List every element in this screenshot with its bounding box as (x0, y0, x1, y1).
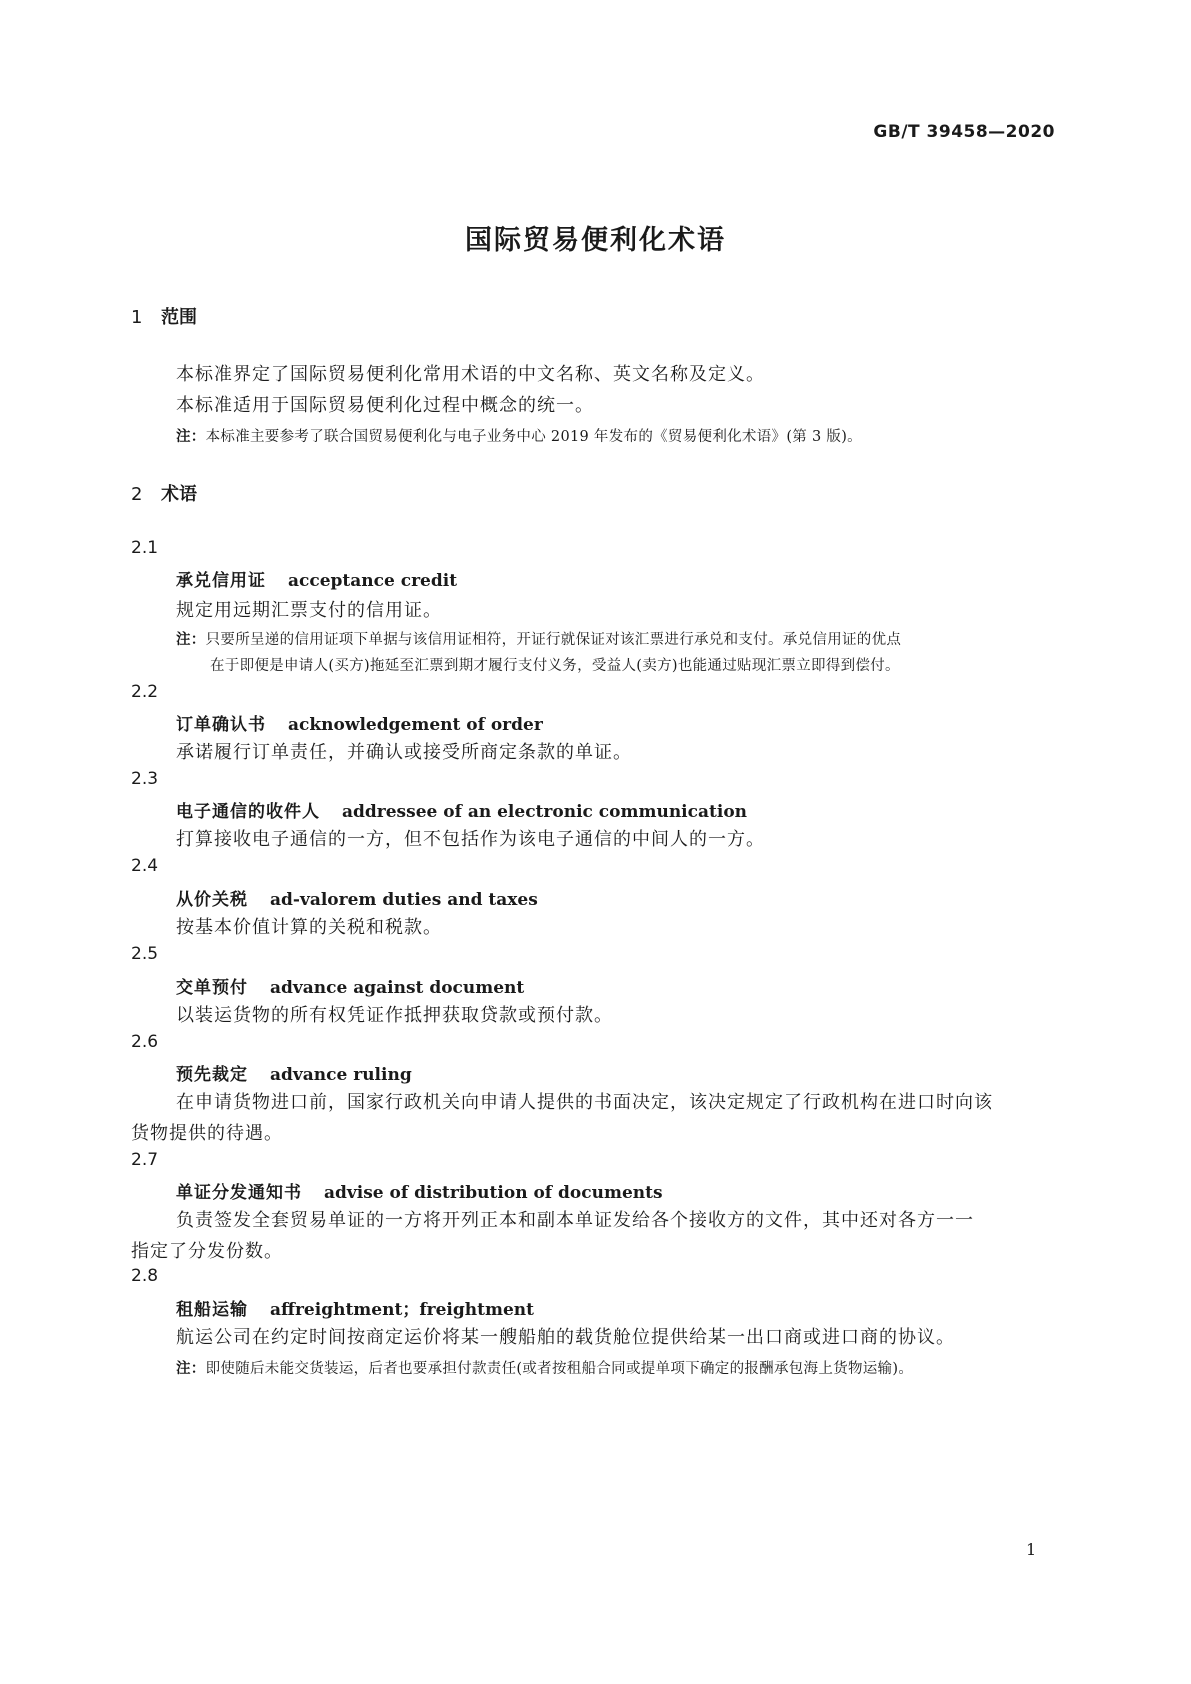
term-name (176, 885, 538, 910)
term-en: ad-valorem duties and taxes (270, 890, 538, 910)
term-zh: 从价关税 (176, 890, 248, 910)
term-zh: 租船运输 (176, 1300, 248, 1320)
term-number: 2.6 (131, 1032, 159, 1052)
term-definition: 在申请货物进口前，国家行政机关向申请人提供的书面决定，该决定规定了行政机构在进口时向该 (176, 1092, 993, 1113)
term-number: 2.4 (131, 856, 159, 876)
term-definition-continuation: 指定了分发份数。 (131, 1241, 283, 1262)
scope-paragraph: 本标准界定了国际贸易便利化常用术语的中文名称、英文名称及定义。 (176, 364, 765, 385)
note-label: 注： (176, 632, 206, 648)
term-definition: 负责签发全套贸易单证的一方将开列正本和副本单证发给各个接收方的文件，其中还对各方一一 (176, 1210, 974, 1231)
scope-paragraph: 本标准适用于国际贸易便利化过程中概念的统一。 (176, 395, 594, 416)
term-number: 2.7 (131, 1150, 159, 1170)
note-label: 注： (176, 429, 206, 445)
term-number: 2.8 (131, 1266, 159, 1286)
term-definition: 以装运货物的所有权凭证作抵押获取贷款或预付款。 (176, 1005, 613, 1026)
standard-code: GB/T 39458—2020 (873, 122, 1055, 142)
term-zh: 交单预付 (176, 978, 248, 998)
term-en: advise of distribution of documents (324, 1183, 663, 1203)
term-en: affreightment；freightment (270, 1300, 534, 1320)
term-name (176, 1295, 534, 1320)
term-definition: 航运公司在约定时间按商定运价将某一艘船舶的载货舱位提供给某一出口商或进口商的协议。 (176, 1327, 955, 1348)
term-name (176, 1060, 412, 1085)
note-text: 只要所呈递的信用证项下单据与该信用证相符，开证行就保证对该汇票进行承兑和支付。承兑信用证的优点 (205, 632, 902, 648)
term-note (176, 1357, 913, 1378)
section-number: 2 (131, 484, 143, 505)
term-number: 2.5 (131, 944, 159, 964)
term-zh: 订单确认书 (176, 715, 266, 735)
scope-note (176, 425, 862, 446)
note-text: 本标准主要参考了联合国贸易便利化与电子业务中心 2019 年发布的《贸易便利化术语》(第 3 版)。 (205, 429, 862, 445)
term-name (176, 566, 457, 591)
term-name (176, 710, 543, 735)
term-name (176, 1178, 663, 1203)
document-title: 国际贸易便利化术语 (465, 225, 726, 256)
term-en: addressee of an electronic communication (342, 802, 748, 822)
page-number: 1 (1026, 1540, 1037, 1559)
section-title: 范围 (161, 307, 197, 328)
term-note-continuation: 在于即便是申请人(买方)拖延至汇票到期才履行支付义务，受益人(卖方)也能通过贴现汇票立即得到偿付。 (210, 658, 900, 674)
term-name (176, 973, 524, 998)
term-zh: 单证分发通知书 (176, 1183, 302, 1203)
term-name (176, 797, 747, 822)
section-1-heading (131, 303, 197, 329)
section-2-heading (131, 480, 197, 506)
term-definition: 按基本价值计算的关税和税款。 (176, 917, 442, 938)
term-definition: 规定用远期汇票支付的信用证。 (176, 600, 442, 621)
term-zh: 电子通信的收件人 (176, 802, 320, 822)
term-note (176, 628, 901, 649)
term-definition: 打算接收电子通信的一方，但不包括作为该电子通信的中间人的一方。 (176, 829, 765, 850)
note-text: 即使随后未能交货装运，后者也要承担付款责任(或者按租船合同或提单项下确定的报酬承包海上货物运输)。 (205, 1361, 914, 1377)
note-label: 注： (176, 1361, 206, 1377)
term-zh: 承兑信用证 (176, 571, 266, 591)
term-number: 2.2 (131, 682, 159, 702)
term-number: 2.1 (131, 538, 159, 558)
term-en: acceptance credit (288, 571, 458, 591)
term-zh: 预先裁定 (176, 1065, 248, 1085)
term-definition-continuation: 货物提供的待遇。 (131, 1123, 283, 1144)
term-en: acknowledgement of order (288, 715, 543, 735)
section-number: 1 (131, 307, 143, 328)
term-en: advance against document (270, 978, 525, 998)
term-number: 2.3 (131, 769, 159, 789)
term-en: advance ruling (270, 1065, 412, 1085)
section-title: 术语 (161, 484, 197, 505)
term-definition: 承诺履行订单责任，并确认或接受所商定条款的单证。 (176, 742, 632, 763)
